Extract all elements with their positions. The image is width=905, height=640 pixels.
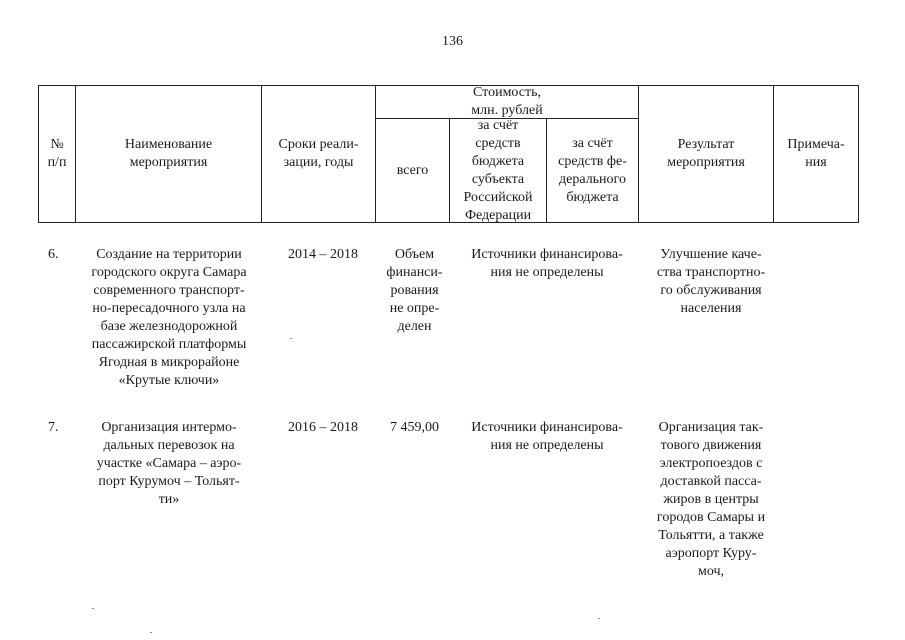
scan-speck <box>290 338 292 339</box>
header-subject-budget: за счёт средств бюджета субъекта Российской Федерации <box>463 117 533 223</box>
header-total: всего <box>396 162 429 178</box>
header-num: № п/п <box>47 137 67 170</box>
row-num: 7. <box>48 420 59 435</box>
row-period: 2016 – 2018 <box>288 420 358 435</box>
scan-speck <box>150 632 152 633</box>
row-total: Объем финанси- рования не опре- делен <box>386 247 443 334</box>
table-header <box>38 85 859 223</box>
row-sources: Источники финансирова- ния не определены <box>471 247 623 280</box>
row-name: Создание на территории городского округа Самара современного транспорт- но-пересадочного узла на базе железнодорожной пассажирской платформы Ягодная в микрорайоне «Крутые ключи» <box>91 247 247 388</box>
header-result: Результат мероприятия <box>667 137 745 170</box>
header-border-right <box>858 85 859 223</box>
row-period: 2014 – 2018 <box>288 247 358 262</box>
scan-speck <box>92 608 94 609</box>
row-num: 6. <box>48 247 59 262</box>
header-federal-budget: за счёт средств фе- дерального бюджета <box>558 135 627 205</box>
row-sources: Источники финансирова- ния не определены <box>471 420 623 453</box>
scan-speck <box>598 618 600 619</box>
row-name: Организация интермо- дальных перевозок на участке «Самара – аэро- порт Курумоч – Тольят- ти» <box>96 420 242 507</box>
row-result: Улучшение каче- ства транспортно- го обслуживания населения <box>656 247 766 316</box>
header-period: Сроки реали- зации, годы <box>278 137 359 170</box>
row-total: 7 459,00 <box>390 420 439 435</box>
header-cost-group: Стоимость, млн. рублей <box>471 85 543 118</box>
header-name: Наименование мероприятия <box>124 137 213 170</box>
page-number: 136 <box>442 34 463 49</box>
header-notes: Примеча- ния <box>787 137 845 170</box>
row-result: Организация так- тового движения электропоездов с доставкой пасса- жиров в центры городов Самары и Тольятти, а также аэропорт Куру- моч, <box>656 420 766 579</box>
